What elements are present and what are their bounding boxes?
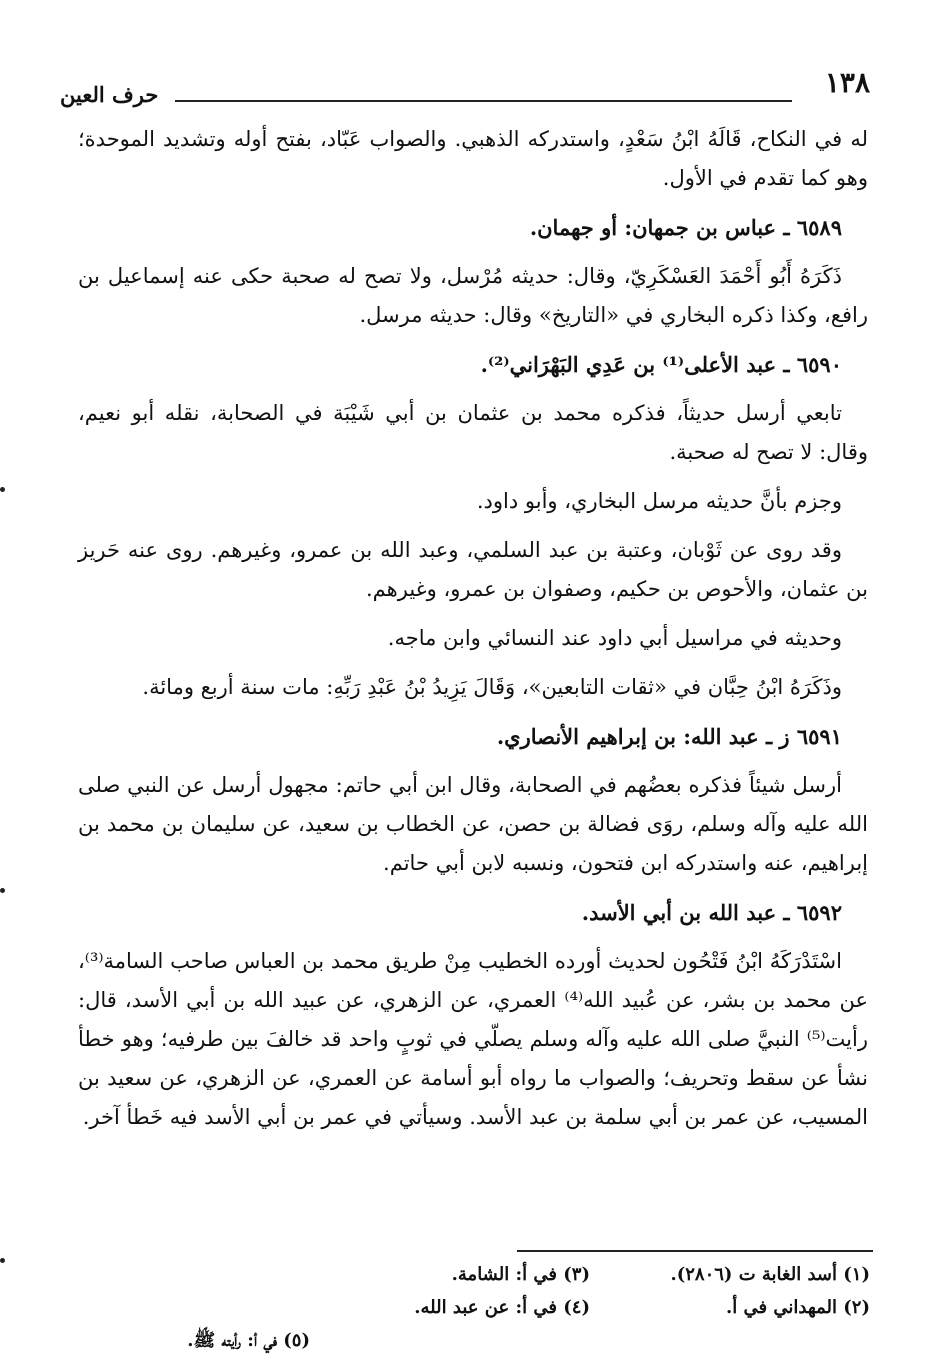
footnote-row <box>100 1324 870 1357</box>
footnote-rule <box>517 1250 873 1252</box>
scan-mark <box>0 1258 5 1263</box>
paragraph: أرسل شيئاً فذكره بعضُهم في الصحابة، وقال ابن أبي حاتم: مجهول أرسل عن النبي صلى الله عليه وآله وسلم، روَى فضالة بن حصن، عن الخطاب بن سعيد، عن سليمان بن محمد بن إبراهيم، عنه واستدركه ابن فتحون، ونسبه لابن أبي حاتم. <box>78 773 868 875</box>
paragraph: تابعي أرسل حديثاً، فذكره محمد بن عثمان بن أبي شَيْبَة في الصحابة، نقله أبو نعيم، وقال: لا تصح له صحبة. <box>78 401 868 464</box>
entry-heading-6591: ٦٥٩١ ز ـ عبد الله: بن إبراهيم الأنصاري. <box>496 724 842 749</box>
entry-heading-6589: ٦٥٨٩ ـ عباس بن جمهان: أو جهمان. <box>529 215 842 240</box>
paragraph: اسْتَدْرَكَهُ ابْنُ فَتْحُون لحديث أورده الخطيب مِنْ طريق محمد بن العباس صاحب السامة⁽³⁾، عن محمد بن بشر، عن عُبيد الله⁽⁴⁾ العمري، عن الزهري، عن عبيد الله بن أبي الأسد، قال: رأيت⁽⁵⁾ النبيَّ صلى الله عليه وآله وسلم يصلّي في ثوبٍ واحد قد خالفَ بين طرفيه؛ وهو خطأ نشأ عن سقط وتحريف؛ والصواب ما رواه أبو أسامة عن العمري، عن الزهري، عن سعيد بن المسيب، عن عمر بن أبي سلمة بن عبد الأسد. وسيأتي في عمر بن أبي الأسد فيه خَطأ آخر. <box>78 949 869 1129</box>
paragraph: ذَكَرَهُ أَبُو أَحْمَدَ العَسْكَرِيّ، وقال: حديثه مُرْسل، ولا تصح له صحبة حكى عنه إسماعيل بن رافع، وكذا ذكره البخاري في «التاريخ» وقال: حديثه مرسل. <box>78 264 868 327</box>
footnote-3: (٣) في أ: الشامة. <box>451 1264 590 1285</box>
paragraph: وذَكَرَهُ ابْنُ حِبَّان في «ثقات التابعين»، وَقَالَ يَزِيدُ بْنُ عَبْدِ رَبِّهِ: مات سنة أربع ومائة. <box>142 675 842 699</box>
paragraph: وقد روى عن ثَوْبان، وعتبة بن عبد السلمي، وعبد الله بن عمرو، وغيرهم. روى عنه حَريز بن عثمان، والأحوص بن حكيم، وصفوان بن عمرو، وغيرهم. <box>78 538 868 601</box>
paragraph-continuation: له في النكاح، قَالَهُ ابْنُ سَعْدٍ، واستدركه الذهبي. والصواب عَبّاد، بفتح أوله وتشديد الموحدة؛ وهو كما تقدم في الأول. <box>78 127 868 190</box>
footnote-4: (٤) في أ: عن عبد الله. <box>414 1297 590 1318</box>
paragraph: وحديثه في مراسيل أبي داود عند النسائي وابن ماجه. <box>387 626 842 650</box>
scan-mark <box>0 487 5 492</box>
entry-heading-6592: ٦٥٩٢ ـ عبد الله بن أبي الأسد. <box>581 900 842 925</box>
body-text <box>78 120 868 1147</box>
footnote-1: (١) أسد الغابة ت (٢٨٠٦). <box>670 1264 870 1285</box>
page-header <box>60 66 870 110</box>
footnotes <box>100 1258 870 1357</box>
footnote-row <box>100 1291 870 1324</box>
paragraph: وجزم بأنَّ حديثه مرسل البخاري، وأبو داود. <box>476 489 842 513</box>
running-title: حرف العين <box>60 82 159 107</box>
footnote-row <box>100 1258 870 1291</box>
footnote-2: (٢) المهداني في أ. <box>725 1297 870 1318</box>
scan-mark <box>0 888 5 893</box>
page-number: ١٣٨ <box>824 66 870 99</box>
header-rule <box>175 100 792 102</box>
footnote-5: (٥) في أ: رأيته ﷺ. <box>187 1330 310 1351</box>
entry-heading-6590: ٦٥٩٠ ـ عبد الأعلى⁽¹⁾ بن عَدِي البَهْرَاني⁽²⁾. <box>480 352 842 377</box>
